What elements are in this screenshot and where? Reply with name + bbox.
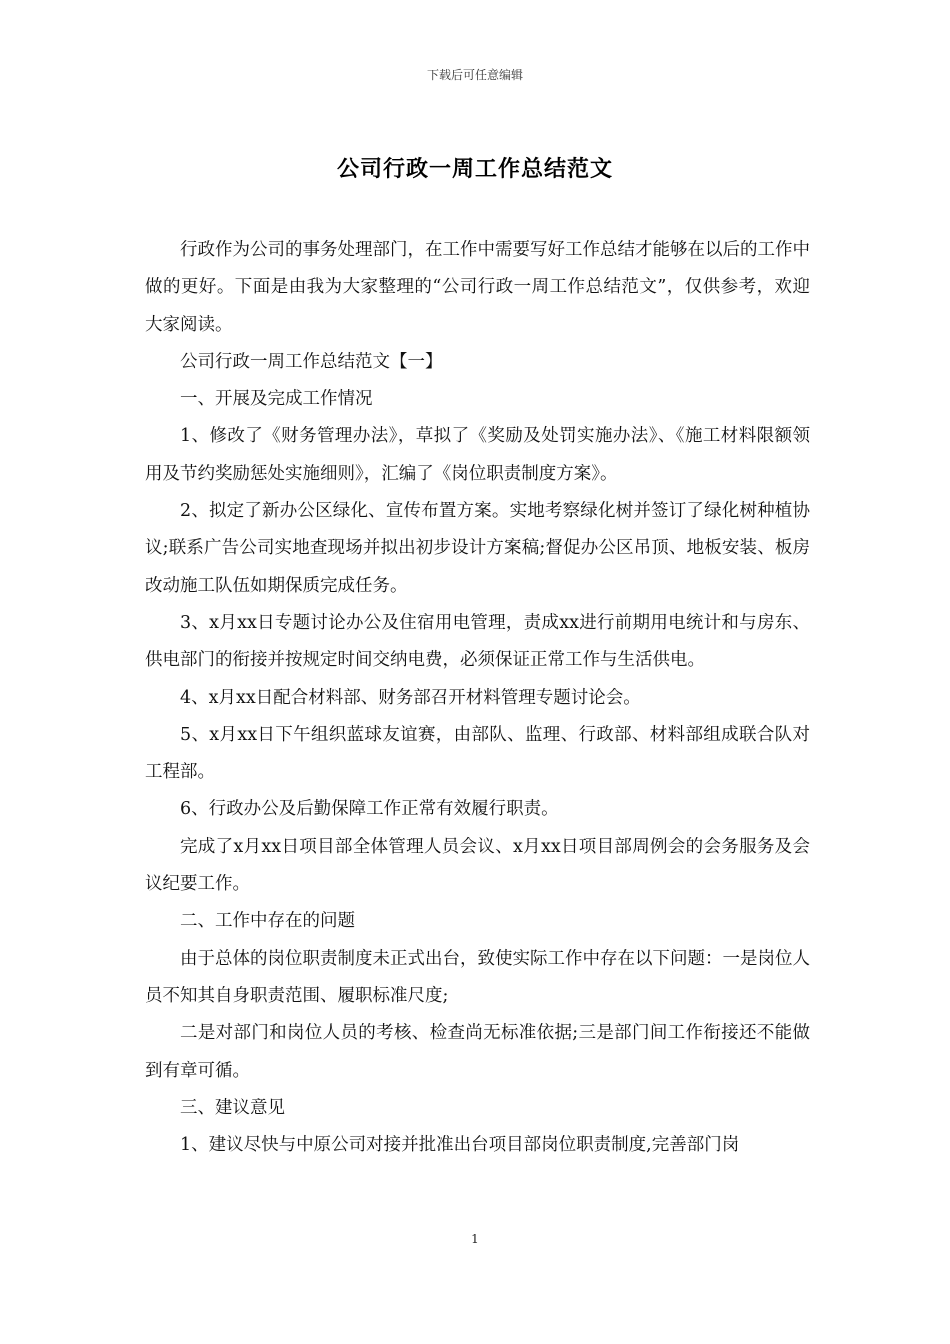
paragraph-problems-2: 二是对部门和岗位人员的考核、检查尚无标准依据;三是部门间工作衔接还不能做到有章可循。 [145,1023,810,1081]
paragraph-heading-3: 三、建议意见 [180,1097,285,1118]
paragraph-item-3: 3、x月xx日专题讨论办公及住宿用电管理，责成xx进行前期用电统计和与房东、供电部门的衔接并按规定时间交纳电费，必须保证正常工作与生活供电。 [145,612,810,671]
page-number: 1 [471,1232,479,1246]
paragraph-suggestion-1: 1、建议尽快与中原公司对接并批准出台项目部岗位职责制度,完善部门岗 [180,1135,740,1156]
document-title: 公司行政一周工作总结范文 [336,156,613,182]
paragraph-heading-2: 二、工作中存在的问题 [180,911,355,932]
paragraph-item-2: 2、拟定了新办公区绿化、宣传布置方案。实地考察绿化树并签订了绿化树种植协议;联系广告公司实地查现场并拟出初步设计方案稿;督促办公区吊顶、地板安装、板房改动施工队伍如期保质完成任务。 [145,501,810,596]
paragraph-item-4: 4、x月xx日配合材料部、财务部召开材料管理专题讨论会。 [180,687,641,708]
paragraph-intro: 行政作为公司的事务处理部门，在工作中需要写好工作总结才能够在以后的工作中做的更好。下面是由我为大家整理的“公司行政一周工作总结范文”，仅供参考，欢迎大家阅读。 [145,240,810,335]
paragraph-item-6: 6、行政办公及后勤保障工作正常有效履行职责。 [180,799,559,820]
paragraph-item-6-detail: 完成了x月xx日项目部全体管理人员会议、x月xx日项目部周例会的会务服务及会议纪要工作。 [145,836,810,895]
paragraph-item-1: 1、修改了《财务管理办法》，草拟了《奖励及处罚实施办法》、《施工材料限额领用及节约奖励惩处实施细则》，汇编了《岗位职责制度方案》。 [145,426,810,484]
paragraph-item-5: 5、x月xx日下午组织蓝球友谊赛，由部队、监理、行政部、材料部组成联合队对工程部。 [145,724,810,783]
download-note: 下载后可任意编辑 [426,68,523,82]
document-body [145,232,810,1164]
paragraph-section-heading: 公司行政一周工作总结范文【一】 [180,351,443,372]
paragraph-heading-1: 一、开展及完成工作情况 [180,389,373,410]
paragraph-problems-1: 由于总体的岗位职责制度未正式出台，致使实际工作中存在以下问题：一是岗位人员不知其自身职责范围、履职标准尺度; [145,948,810,1006]
